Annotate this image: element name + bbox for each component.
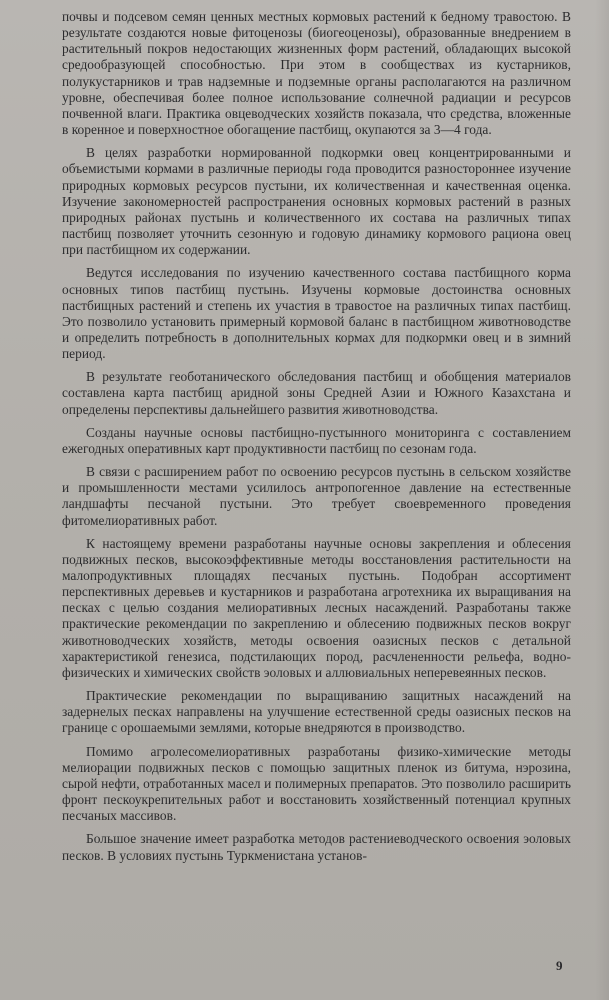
paragraph-6: В связи с расширением работ по освоению ресурсов пустынь в сельском хозяйстве и промышленности местами усилилось антропогенное давление на естественные ландшафты песчаной пустыни. Это требует своевременного проведения фитомелиоративных работ. (62, 464, 571, 528)
page-number: 9 (556, 958, 563, 973)
paragraph-2: В целях разработки нормированной подкормки овец концентрированными и объемистыми кормами в различные периоды года проводится разностороннее изучение природных кормовых ресурсов пустыни, их количественная и качественная оценка. Изучение закономерностей распространения основных кормовых растений в разных природных районах пустынь и количественного их состава на различных типах пастбищ позволяет уточнить сезонную и годовую динамику кормового рациона овец при пастбищном их содержании. (62, 145, 571, 258)
paragraph-1: почвы и подсевом семян ценных местных кормовых растений к бедному травостою. В результате создаются новые фитоценозы (биогеоценозы), образованные внедрением в растительный покров недостающих жизненных форм растений, обладающих высокой средообразующей способностью. При этом в сообществах из кустарников, полукустарников и трав надземные и подземные органы располагаются на различном уровне, обеспечивая более полное использование солнечной радиации и ресурсов почвенной влаги. Практика овцеводческих хозяйств показала, что средства, вложенные в коренное и поверхностное обогащение пастбищ, окупаются за 3—4 года. (62, 9, 571, 138)
paragraph-9: Помимо агролесомелиоративных разработаны физико-химические методы мелиорации подвижных песков с помощью защитных пленок из битума, нэрозина, сырой нефти, отработанных масел и полимерных препаратов. Это позволило расширить фронт пескоукрепительных работ и восстановить хозяйственный потенциал крупных песчаных массивов. (62, 743, 571, 824)
paragraph-5: Созданы научные основы пастбищно-пустынного мониторинга с составлением ежегодных оперативных карт продуктивности пастбищ по сезонам года. (62, 424, 571, 456)
paragraph-3: Ведутся исследования по изучению качественного состава пастбищного корма основных типов пастбищ пустынь. Изучены кормовые достоинства основных пастбищных растений и степень их участия в травостое на различных типах пастбищ. Это позволило установить примерный кормовой баланс в пастбищном животноводстве и определить потребность в дополнительных кормах для подкормки овец и в зимний период. (62, 265, 571, 362)
paragraph-10: Большое значение имеет разработка методов растениеводческого освоения эоловых песков. В условиях пустынь Туркменистана установ- (62, 831, 571, 863)
paragraph-4: В результате геоботанического обследования пастбищ и обобщения материалов составлена карта пастбищ аридной зоны Средней Азии и Южного Казахстана и определены перспективы дальнейшего развития животноводства. (62, 369, 571, 417)
paragraph-7: К настоящему времени разработаны научные основы закрепления и облесения подвижных песков, высокоэффективные методы восстановления растительности на малопродуктивных площадях песчаных пустынь. Подобран ассортимент перспективных деревьев и кустарников и разработана агротехника их выращивания на песках с целью создания мелиоративных лесных насаждений. Разработаны также практические рекомендации по закреплению и облесению подвижных песков вокруг животноводческих хозяйств, методы освоения оазисных песков с детальной характеристикой генезиса, подстилающих пород, расчлененности рельефа, водно-физических и химических свойств эоловых и аллювиальных неперевеянных песков. (62, 535, 571, 680)
paragraph-8: Практические рекомендации по выращиванию защитных насаждений на задернелых песках направлены на улучшение естественной среды оазисных песков на границе с орошаемыми землями, которые внедряются в производство. (62, 688, 571, 736)
